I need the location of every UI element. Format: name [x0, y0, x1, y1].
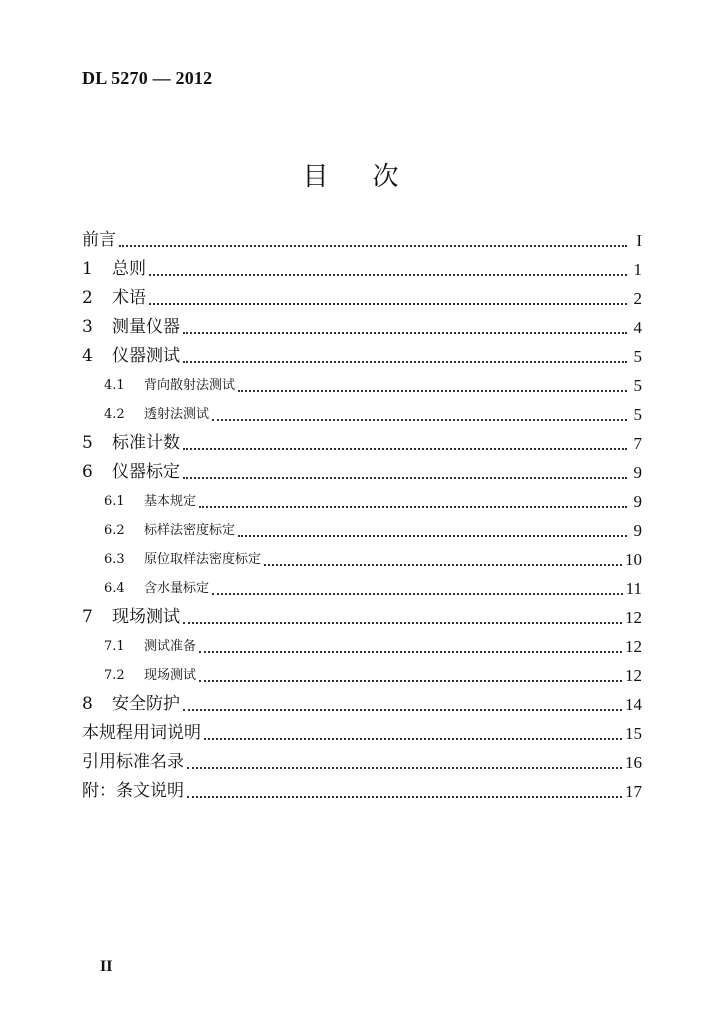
toc-entry[interactable]	[82, 458, 642, 487]
toc-entry-number: 6.1	[104, 494, 125, 509]
toc-entry-number: 2	[82, 288, 93, 308]
toc-leader-dots	[183, 447, 627, 450]
toc-entry-page: 15	[625, 724, 642, 743]
table-of-contents	[82, 226, 642, 806]
toc-entry-page: 5	[633, 376, 642, 395]
toc-entry-number: 1	[82, 259, 93, 279]
toc-entry-page: 11	[625, 579, 642, 598]
toc-leader-dots	[183, 360, 627, 363]
toc-entry-label: 现场测试	[144, 668, 197, 683]
toc-entry-number: 6.2	[104, 523, 125, 538]
toc-entry-number: 3	[82, 317, 93, 337]
toc-entry[interactable]	[82, 661, 642, 690]
toc-entry-page: 9	[633, 521, 642, 540]
toc-entry[interactable]	[82, 400, 642, 429]
toc-leader-dots	[183, 621, 622, 624]
toc-entry-label: 含水量标定	[144, 581, 210, 596]
toc-entry-label: 透射法测试	[144, 407, 210, 422]
toc-entry-page: 10	[625, 550, 642, 569]
toc-leader-dots	[183, 331, 627, 334]
toc-entry-label: 前言	[82, 230, 116, 250]
toc-entry[interactable]	[82, 748, 642, 777]
toc-entry-number: 5	[82, 433, 93, 453]
toc-entry-number: 6	[82, 462, 93, 482]
toc-entry-label: 引用标准名录	[82, 752, 184, 772]
toc-leader-dots	[212, 418, 627, 421]
toc-entry-label: 测试准备	[144, 639, 197, 654]
toc-entry-page: 12	[625, 637, 642, 656]
toc-leader-dots	[199, 505, 627, 508]
toc-entry-page: 12	[625, 666, 642, 685]
toc-entry[interactable]	[82, 632, 642, 661]
toc-entry[interactable]	[82, 516, 642, 545]
toc-entry-page: 4	[633, 318, 642, 337]
toc-entry[interactable]	[82, 603, 642, 632]
toc-entry-label: 原位取样法密度标定	[144, 552, 262, 567]
toc-entry-number: 4	[82, 346, 93, 366]
toc-leader-dots	[238, 389, 627, 392]
toc-entry[interactable]	[82, 226, 642, 255]
toc-entry-page: 16	[625, 753, 642, 772]
toc-leader-dots	[187, 795, 622, 798]
document-code: DL 5270 — 2012	[82, 68, 213, 88]
toc-entry-number: 7.1	[104, 639, 125, 654]
toc-entry[interactable]	[82, 574, 642, 603]
toc-leader-dots	[212, 592, 623, 595]
toc-entry-page: 9	[633, 492, 642, 511]
toc-entry[interactable]	[82, 255, 642, 284]
toc-entry[interactable]	[82, 284, 642, 313]
toc-entry-number: 7.2	[104, 668, 125, 683]
toc-entry-page: 5	[633, 405, 642, 424]
toc-leader-dots	[238, 534, 627, 537]
toc-entry[interactable]	[82, 313, 642, 342]
toc-entry[interactable]	[82, 342, 642, 371]
toc-entry[interactable]	[82, 777, 642, 806]
toc-entry-page: 2	[633, 289, 642, 308]
toc-entry-page: 14	[625, 695, 642, 714]
toc-entry[interactable]	[82, 545, 642, 574]
toc-entry[interactable]	[82, 429, 642, 458]
toc-entry-label: 现场测试	[112, 607, 180, 627]
toc-entry-label: 仪器测试	[112, 346, 180, 366]
toc-entry-number: 7	[82, 607, 93, 627]
toc-leader-dots	[183, 476, 627, 479]
toc-entry[interactable]	[82, 719, 642, 748]
toc-entry-label: 安全防护	[112, 694, 180, 714]
toc-entry-number: 4.2	[104, 407, 125, 422]
toc-entry-number: 8	[82, 694, 93, 714]
toc-entry[interactable]	[82, 487, 642, 516]
toc-entry-label: 仪器标定	[112, 462, 180, 482]
footer-page-number: II	[100, 958, 113, 975]
toc-leader-dots	[187, 766, 622, 769]
toc-leader-dots	[199, 650, 622, 653]
toc-entry-page: 5	[633, 347, 642, 366]
toc-leader-dots	[183, 708, 622, 711]
toc-entry-page: 17	[625, 782, 642, 801]
toc-entry-number: 6.4	[104, 581, 125, 596]
toc-leader-dots	[149, 273, 627, 276]
toc-entry-page: I	[636, 231, 642, 250]
toc-entry-label: 背向散射法测试	[144, 378, 236, 393]
toc-entry[interactable]	[82, 690, 642, 719]
toc-entry-label: 测量仪器	[112, 317, 180, 337]
toc-entry-number: 4.1	[104, 378, 125, 393]
toc-entry-label: 标准计数	[112, 433, 180, 453]
toc-entry-label: 标样法密度标定	[144, 523, 236, 538]
toc-entry-label: 基本规定	[144, 494, 197, 509]
page-title: 目次	[302, 162, 443, 192]
toc-entry-label: 本规程用词说明	[82, 723, 201, 743]
toc-entry-label: 术语	[112, 288, 146, 308]
toc-entry[interactable]	[82, 371, 642, 400]
toc-entry-page: 1	[633, 260, 642, 279]
toc-entry-label: 总则	[112, 259, 146, 279]
toc-leader-dots	[264, 563, 622, 566]
toc-leader-dots	[199, 679, 622, 682]
toc-leader-dots	[119, 244, 627, 247]
toc-entry-page: 9	[633, 463, 642, 482]
toc-entry-number: 6.3	[104, 552, 125, 567]
toc-entry-page: 7	[633, 434, 642, 453]
toc-entry-label: 附：条文说明	[82, 781, 184, 801]
toc-leader-dots	[204, 737, 622, 740]
toc-entry-page: 12	[625, 608, 642, 627]
toc-leader-dots	[149, 302, 627, 305]
